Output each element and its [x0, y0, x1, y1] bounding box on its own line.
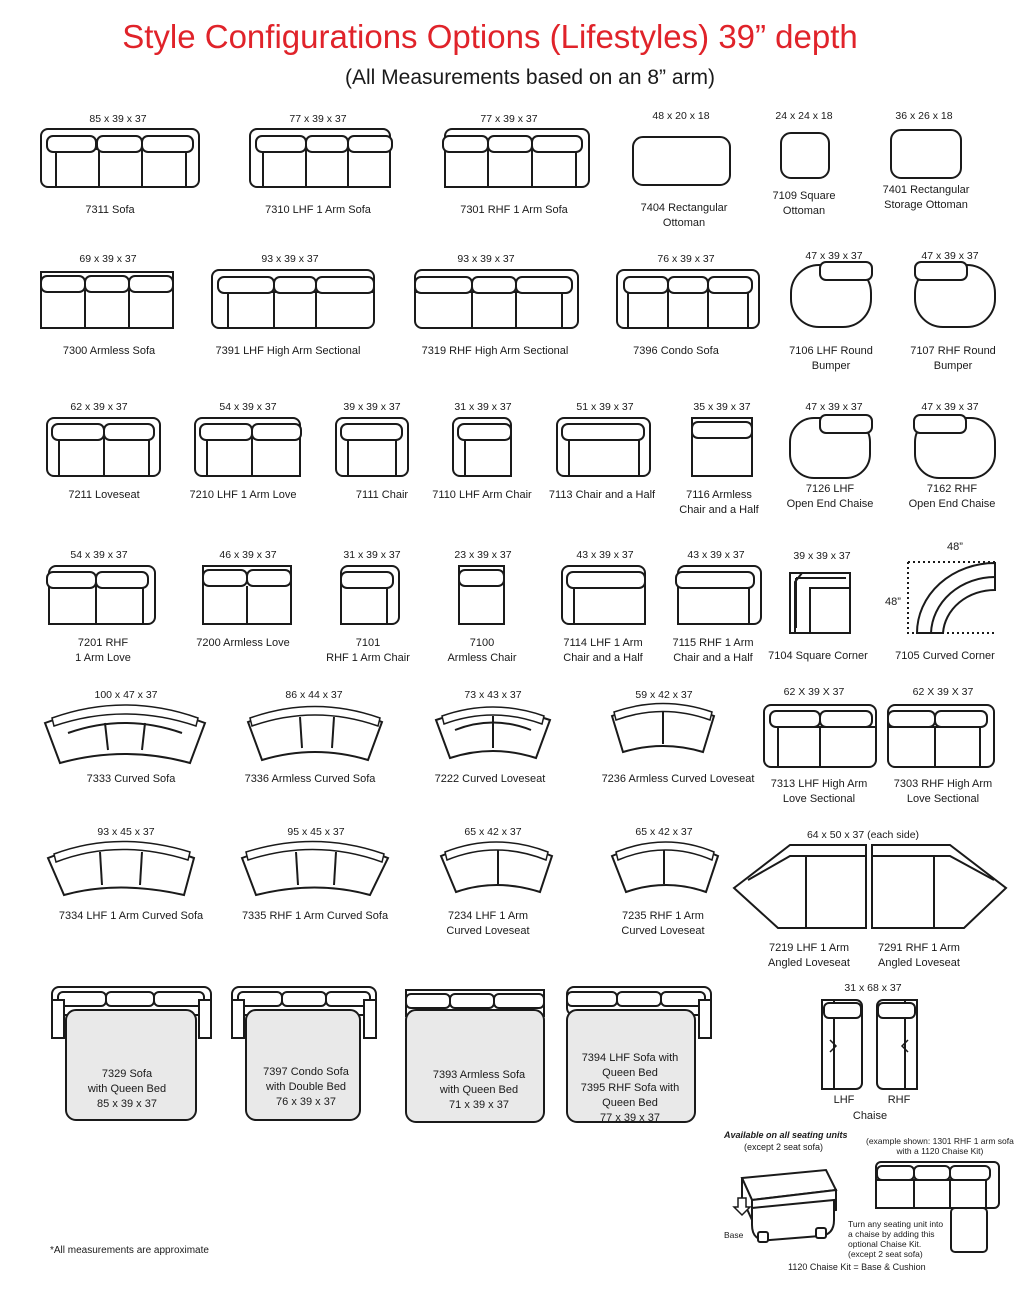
label-7333: 7333 Curved Sofa	[86, 773, 176, 785]
diagram-7113	[557, 418, 650, 476]
dim-7105-left: 48”	[885, 596, 901, 608]
dim-7391: 93 x 39 x 37	[261, 253, 319, 265]
label-7100: 7100 Armless Chair	[447, 637, 517, 664]
dim-7200: 46 x 39 x 37	[219, 549, 277, 561]
dim-7301: 77 x 39 x 37	[480, 113, 538, 125]
label-7313: 7313 LHF High Arm Love Sectional	[770, 778, 868, 805]
label-7107: 7107 RHF Round Bumper	[910, 345, 996, 372]
diagram-7211	[47, 418, 160, 476]
dim-7300: 69 x 39 x 37	[79, 253, 137, 265]
dim-7211: 62 x 39 x 37	[70, 401, 128, 413]
label-7211: 7211 Loveseat	[68, 489, 140, 501]
label-7404: 7404 Rectangular Ottoman	[640, 202, 728, 229]
label-7106: 7106 LHF Round Bumper	[789, 345, 873, 372]
diagram-7335	[242, 841, 388, 895]
dim-7236: 59 x 42 x 37	[635, 689, 693, 701]
dim-7101: 31 x 39 x 37	[343, 549, 401, 561]
diagram-7116	[692, 418, 752, 476]
label-7109: 7109 Square Ottoman	[772, 190, 836, 217]
diagram-chaise	[822, 1000, 917, 1089]
label-7393: 7393 Armless Sofa with Queen Bed 71 x 39 x 37	[432, 1069, 526, 1111]
page-title: Style Configurations Options (Lifestyles) 39” depth	[122, 18, 858, 55]
label-7336: 7336 Armless Curved Sofa	[244, 773, 376, 785]
label-7391: 7391 LHF High Arm Sectional	[215, 345, 361, 357]
label-7301: 7301 RHF 1 Arm Sofa	[460, 204, 568, 216]
label-7114: 7114 LHF 1 Arm Chair and a Half	[563, 637, 643, 664]
dim-7110: 31 x 39 x 37	[454, 401, 512, 413]
dim-7319: 93 x 39 x 37	[457, 253, 515, 265]
label-chaise: Chaise	[852, 1110, 888, 1122]
dim-7311: 85 x 39 x 37	[89, 113, 147, 125]
label-7201: 7201 RHF 1 Arm Love	[75, 637, 131, 664]
label-7162: 7162 RHF Open End Chaise	[908, 483, 996, 510]
label-7334: 7334 LHF 1 Arm Curved Sofa	[58, 910, 204, 922]
dim-7115: 43 x 39 x 37	[687, 549, 745, 561]
dim-7106: 47 x 39 x 37	[805, 250, 863, 262]
label-7110: 7110 LHF Arm Chair	[432, 489, 532, 501]
diagram-7236	[612, 704, 714, 753]
diagram-7333	[45, 705, 205, 763]
dim-7303: 62 X 39 X 37	[912, 686, 974, 698]
dim-7111: 39 x 39 x 37	[343, 401, 401, 413]
label-7396: 7396 Condo Sofa	[633, 345, 719, 357]
diagram-7319	[415, 270, 578, 328]
diagram-7126	[790, 415, 872, 478]
kit-turn-text: Turn any seating unit into a chaise by adding this optional Chaise Kit. (except 2 seat sofa)	[848, 1219, 944, 1259]
label-7113: 7113 Chair and a Half	[548, 489, 656, 501]
label-7210: 7210 LHF 1 Arm Love	[189, 489, 297, 501]
dim-angled: 64 x 50 x 37 (each side)	[806, 829, 920, 841]
label-7401: 7401 Rectangular Storage Ottoman	[882, 184, 970, 211]
label-7329: 7329 Sofa with Queen Bed 85 x 39 x 37	[87, 1068, 167, 1110]
dim-7310: 77 x 39 x 37	[289, 113, 347, 125]
label-7235: 7235 RHF 1 Arm Curved Loveseat	[621, 910, 705, 937]
kit-except: (except 2 seat sofa)	[744, 1142, 824, 1152]
label-7104: 7104 Square Corner	[768, 650, 868, 662]
dim-7107: 47 x 39 x 37	[921, 250, 979, 262]
label-7200: 7200 Armless Love	[196, 637, 290, 649]
diagram-7201	[47, 566, 155, 624]
diagram-7101	[341, 566, 399, 624]
label-7300: 7300 Armless Sofa	[62, 345, 156, 357]
label-7311: 7311 Sofa	[85, 204, 135, 216]
dim-7114: 43 x 39 x 37	[576, 549, 634, 561]
diagram-7334	[48, 841, 194, 895]
dim-7396: 76 x 39 x 37	[657, 253, 715, 265]
dim-7109: 24 x 24 x 18	[775, 110, 833, 122]
dim-7100: 23 x 39 x 37	[454, 549, 512, 561]
label-7394: 7394 LHF Sofa with Queen Bed 7395 RHF Sofa with Queen Bed 77 x 39 x 37	[580, 1052, 680, 1124]
dim-7235: 65 x 42 x 37	[635, 826, 693, 838]
diagram-7311	[41, 129, 199, 187]
dim-7113: 51 x 39 x 37	[576, 401, 634, 413]
diagram-7401	[891, 130, 961, 178]
dim-7222: 73 x 43 x 37	[464, 689, 522, 701]
label-7105: 7105 Curved Corner	[895, 650, 995, 662]
diagram-7162	[914, 415, 995, 478]
label-7222: 7222 Curved Loveseat	[434, 773, 546, 785]
diagram-7106	[791, 262, 872, 327]
dim-7313: 62 X 39 X 37	[783, 686, 845, 698]
diagram-7104	[790, 573, 850, 633]
diagram-7210	[195, 418, 301, 476]
dim-7234: 65 x 42 x 37	[464, 826, 522, 838]
diagram-7303	[888, 705, 994, 767]
label-7219: 7219 LHF 1 Arm Angled Loveseat	[768, 942, 850, 969]
label-7116: 7116 Armless Chair and a Half	[679, 489, 759, 516]
page-subtitle: (All Measurements based on an 8” arm)	[345, 66, 715, 89]
diagram-angled-loveseats	[734, 845, 1006, 928]
kit-example: (example shown: 1301 RHF 1 arm sofa with a 1120 Chaise Kit)	[866, 1136, 1014, 1156]
diagram-7200	[203, 566, 291, 624]
dim-7162: 47 x 39 x 37	[921, 401, 979, 413]
dim-7210: 54 x 39 x 37	[219, 401, 277, 413]
diagram-7404	[633, 137, 730, 185]
diagram-7391	[212, 270, 374, 328]
label-7397: 7397 Condo Sofa with Double Bed 76 x 39 x 37	[263, 1066, 349, 1108]
diagram-7115	[676, 566, 761, 624]
dim-7105-top: 48”	[947, 541, 963, 553]
diagram-7235	[612, 842, 718, 892]
label-7303: 7303 RHF High Arm Love Sectional	[893, 778, 993, 805]
diagram-7310	[250, 129, 392, 187]
dim-7201: 54 x 39 x 37	[70, 549, 128, 561]
kit-available: Available on all seating units	[724, 1130, 848, 1140]
label-7236: 7236 Armless Curved Loveseat	[601, 773, 755, 785]
diagram-7336	[248, 707, 382, 761]
diagram-7111	[336, 418, 408, 476]
diagram-7109	[781, 133, 829, 178]
diagram-7114	[562, 566, 645, 624]
diagram-7396	[617, 270, 759, 328]
diagram-7234	[441, 842, 552, 892]
diagram-7107	[915, 262, 995, 327]
label-chaise-lhf: LHF	[833, 1094, 855, 1106]
label-7310: 7310 LHF 1 Arm Sofa	[265, 204, 371, 216]
kit-label: 1120 Chaise Kit = Base & Cushion	[788, 1262, 926, 1272]
diagram-7313	[764, 705, 876, 767]
label-7126: 7126 LHF Open End Chaise	[786, 483, 874, 510]
dim-7104: 39 x 39 x 37	[793, 550, 851, 562]
label-7111: 7111 Chair	[355, 489, 409, 501]
dim-7404: 48 x 20 x 18	[652, 110, 710, 122]
label-7234: 7234 LHF 1 Arm Curved Loveseat	[446, 910, 530, 937]
footnote: *All measurements are approximate	[50, 1245, 209, 1256]
label-7115: 7115 RHF 1 Arm Chair and a Half	[672, 637, 754, 664]
dim-7334: 93 x 45 x 37	[97, 826, 155, 838]
diagram-7300	[41, 272, 173, 328]
dim-7335: 95 x 45 x 37	[287, 826, 345, 838]
label-chaise-rhf: RHF	[887, 1094, 911, 1106]
dim-7333: 100 x 47 x 37	[94, 689, 158, 701]
dim-7126: 47 x 39 x 37	[805, 401, 863, 413]
kit-base: Base	[724, 1230, 744, 1240]
dim-7401: 36 x 26 x 18	[895, 110, 953, 122]
label-7335: 7335 RHF 1 Arm Curved Sofa	[241, 910, 389, 922]
dim-chaise: 31 x 68 x 37	[844, 982, 902, 994]
diagram-7100	[459, 566, 504, 624]
label-7291: 7291 RHF 1 Arm Angled Loveseat	[878, 942, 960, 969]
dim-7116: 35 x 39 x 37	[693, 401, 751, 413]
diagram-7110	[453, 418, 511, 476]
diagram-7301	[443, 129, 589, 187]
label-7319: 7319 RHF High Arm Sectional	[421, 345, 569, 357]
dim-7336: 86 x 44 x 37	[285, 689, 343, 701]
label-7101: 7101 RHF 1 Arm Chair	[326, 637, 410, 664]
diagram-7222	[436, 707, 550, 758]
diagram-7105	[908, 562, 995, 633]
